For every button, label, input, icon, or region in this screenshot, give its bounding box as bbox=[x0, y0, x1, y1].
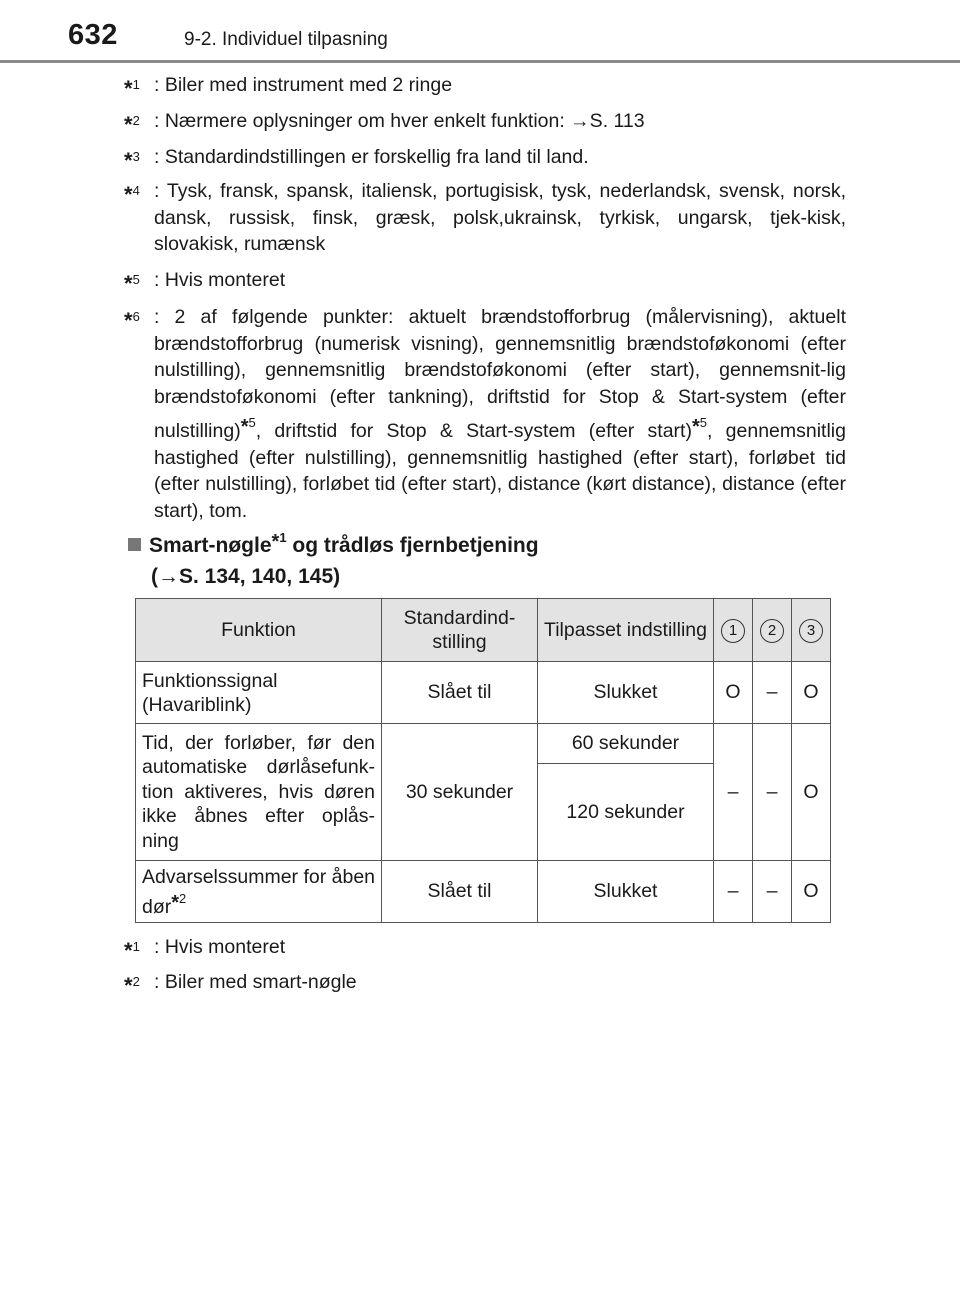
table-footnote-2: *$^2$ : Biler med smart-nøgle bbox=[124, 971, 357, 998]
header-col-1: 1 bbox=[714, 599, 753, 662]
table-row: Advarselssummer for åben dør*$^2$ Slået til Slukket – – O bbox=[136, 861, 831, 923]
header-function: Funktion bbox=[136, 599, 382, 662]
header-rule bbox=[0, 60, 960, 63]
settings-table bbox=[135, 598, 831, 923]
table-row: Tid, der forløber, før den automatiske dørlåsefunk-tion aktiveres, hvis døren ikke åbnes efter oplås-ning 30 sekunder 60 sekunder – – O bbox=[136, 724, 831, 764]
table-row: 120 sekunder bbox=[136, 764, 831, 861]
header-col-2: 2 bbox=[753, 599, 792, 662]
footnote-4: *$^4$ : Tysk, fransk, spansk, italiensk, portugisisk, tysk, nederlandsk, svensk, norsk, dansk, russisk, finsk, græsk, polsk,ukrainsk, tyrkisk, ungarsk, tjek-kisk, slovakisk, rumænsk bbox=[124, 180, 846, 255]
table-row: Funktionssignal (Havariblink) Slået til Slukket O – O bbox=[136, 662, 831, 724]
footnote-1: *$^1$ : Biler med instrument med 2 ringe bbox=[124, 74, 453, 101]
table-footnote-1: *$^1$ : Hvis monteret bbox=[124, 936, 286, 963]
section-heading: Smart-nøgle*$^1$ og trådløs fjernbetjening (→S. 134, 140, 145) bbox=[128, 522, 539, 592]
header-col-3: 3 bbox=[792, 599, 831, 662]
table-header-row bbox=[136, 599, 831, 662]
footnote-2: *$^2$ : Nærmere oplysninger om hver enkelt funktion: →S. 113 bbox=[124, 110, 645, 137]
header-default: Standardind-stilling bbox=[382, 599, 538, 662]
footnote-6: *$^6$ : 2 af følgende punkter: aktuelt brændstofforbrug (målervisning), aktuelt brændstofforbrug (numerisk visning), gennemsnitlig brændstoføkonomi (efter nulstilling), gennemsnitlig brændstoføkonomi (efter start), gennemsnit-lig brændstoføkonomi (efter tankning), driftstid for Stop & Start-system (efter nulstilling)*$^5$, driftstid for Stop & Start-system (efter start)*$^5$, gennemsnitlig hastighed (efter nulstilling), gennemsnitlig hastighed (efter start), forløbet tid (efter nulstilling), forløbet tid (efter start), distance (kørt distance), distance (efter start), tom. bbox=[124, 306, 846, 522]
running-head: 9-2. Individuel tilpasning bbox=[184, 29, 388, 50]
header-custom: Tilpasset indstilling bbox=[538, 599, 714, 662]
footnote-5: *$^5$ : Hvis monteret bbox=[124, 269, 286, 296]
footnote-3: *$^3$ : Standardindstillingen er forskellig fra land til land. bbox=[124, 146, 589, 173]
square-bullet-icon bbox=[128, 538, 141, 551]
page-number: 632 bbox=[68, 19, 118, 51]
